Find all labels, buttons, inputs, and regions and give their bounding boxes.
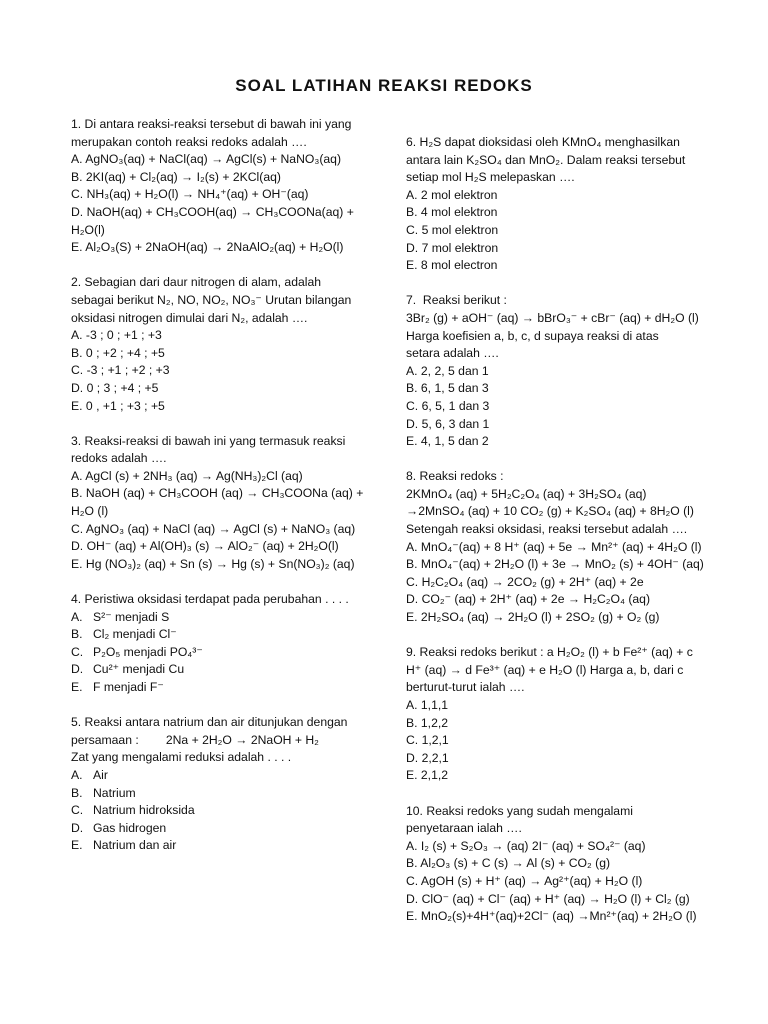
option-text: Air <box>93 767 108 782</box>
question-9 <box>406 644 706 785</box>
question-line: 8. Reaksi redoks : <box>406 469 504 484</box>
question-line: 7. Reaksi berikut : <box>406 293 507 308</box>
answer-option <box>71 785 371 803</box>
option-letter: E. <box>71 680 83 694</box>
question-3 <box>71 433 371 574</box>
question-line: 4. Peristiwa oksidasi terdapat pada perubahan . . . . <box>71 592 349 607</box>
answer-option: D. CO₂⁻ (aq) + 2H⁺ (aq) + 2e → H₂C₂O₄ (aq) <box>406 592 651 607</box>
option-letter: B. <box>71 785 83 800</box>
option-text: Natrium <box>93 785 136 800</box>
question-line: 2KMnO₄ (aq) + 5H₂C₂O₄ (aq) + 3H₂SO₄ (aq) <box>406 486 647 501</box>
question-line: 5. Reaksi antara natrium dan air ditunjukan dengan <box>71 715 348 730</box>
question-line: 9. Reaksi redoks berikut : a H₂O₂ (l) + b Fe²⁺ (aq) + c <box>406 645 693 660</box>
answer-option: E. 8 mol electron <box>406 258 498 273</box>
option-text: Gas hidrogen <box>93 820 167 835</box>
answer-option: D. 5, 6, 3 dan 1 <box>406 416 490 431</box>
option-letter: C. <box>71 644 84 659</box>
answer-option: C. AgNO₃ (aq) + NaCl (aq) → AgCl (s) + NaNO₃ (aq) <box>71 521 356 536</box>
question-2 <box>71 274 371 415</box>
question-4 <box>71 591 371 697</box>
question-6 <box>406 134 706 275</box>
question-line: 10. Reaksi redoks yang sudah mengalami <box>406 803 633 818</box>
answer-option <box>71 679 371 697</box>
option-letter: B. <box>71 627 83 642</box>
question-line: berturut-turut ialah …. <box>406 680 525 695</box>
answer-option: C. 6, 5, 1 dan 3 <box>406 398 490 413</box>
answer-option: D. 0 ; 3 ; +4 ; +5 <box>71 380 159 395</box>
option-text: Natrium dan air <box>93 838 177 853</box>
answer-option: A. 2 mol elektron <box>406 187 498 202</box>
option-letter: D. <box>71 662 84 677</box>
question-line: Zat yang mengalami reduksi adalah . . . . <box>71 750 292 765</box>
answer-option: A. MnO₄⁻(aq) + 8 H⁺ (aq) + 5e → Mn²⁺ (aq) + 4H₂O (l) <box>406 539 702 554</box>
question-line: 2. Sebagian dari daur nitrogen di alam, adalah <box>71 275 322 290</box>
option-text: Cl₂ menjadi Cl⁻ <box>93 627 177 642</box>
question-5 <box>71 714 371 855</box>
answer-option: B. 6, 1, 5 dan 3 <box>406 381 489 396</box>
answer-option <box>71 626 371 644</box>
option-letter: E. <box>71 838 83 853</box>
answer-option: D. 2,2,1 <box>406 750 449 765</box>
answer-option: B. MnO₄⁻(aq) + 2H₂O (l) + 3e → MnO₂ (s) + 4OH⁻ (aq) <box>406 557 704 572</box>
question-line: persamaan : 2Na + 2H₂O → 2NaOH + H₂ <box>71 732 319 747</box>
answer-option: E. 0 , +1 ; +3 ; +5 <box>71 398 165 413</box>
answer-option: C. H₂C₂O₄ (aq) → 2CO₂ (g) + 2H⁺ (aq) + 2e <box>406 574 644 589</box>
answer-option: E. MnO₂(s)+4H⁺(aq)+2Cl⁻ (aq) →Mn²⁺(aq) + 2H₂O (l) <box>406 909 697 924</box>
question-7 <box>406 292 706 450</box>
question-line: →2MnSO₄ (aq) + 10 CO₂ (g) + K₂SO₄ (aq) + 8H₂O (l) <box>406 504 694 519</box>
answer-option: B. Al₂O₃ (s) + C (s) → Al (s) + CO₂ (g) <box>406 856 611 871</box>
answer-option <box>71 767 371 785</box>
answer-option <box>71 644 371 662</box>
question-line: sebagai berikut N₂, NO, NO₂, NO₃⁻ Urutan bilangan <box>71 292 352 307</box>
answer-option: D. 7 mol elektron <box>406 240 499 255</box>
answer-option: B. 2KI(aq) + Cl₂(aq) → I₂(s) + 2KCl(aq) <box>71 169 281 184</box>
answer-option <box>71 609 371 627</box>
answer-option: A. 1,1,1 <box>406 698 449 712</box>
left-column <box>71 116 371 873</box>
question-10 <box>406 803 706 926</box>
answer-option <box>71 661 371 679</box>
answer-option: A. I₂ (s) + S₂O₃ → (aq) 2I⁻ (aq) + SO₄²⁻ (aq) <box>406 838 646 853</box>
answer-option <box>71 802 371 820</box>
question-8 <box>406 468 706 626</box>
question-line: H⁺ (aq) → d Fe³⁺ (aq) + e H₂O (l) Harga a, b, dari c <box>406 662 684 677</box>
answer-option: E. 2,1,2 <box>406 768 449 783</box>
question-line: 1. Di antara reaksi-reaksi tersebut di bawah ini yang <box>71 117 352 131</box>
question-line: redoks adalah …. <box>71 451 167 466</box>
option-letter: D. <box>71 820 84 835</box>
question-line: 6. H₂S dapat dioksidasi oleh KMnO₄ menghasilkan <box>406 135 680 149</box>
answer-option: E. Hg (NO₃)₂ (aq) + Sn (s) → Hg (s) + Sn(NO₃)₂ (aq) <box>71 556 355 571</box>
answer-option: B. NaOH (aq) + CH₃COOH (aq) → CH₃COONa (aq) + <box>71 486 364 501</box>
option-letter: A. <box>71 767 83 782</box>
question-line: merupakan contoh reaksi redoks adalah …. <box>71 134 307 149</box>
answer-option: C. 1,2,1 <box>406 733 449 748</box>
question-line: 3. Reaksi-reaksi di bawah ini yang termasuk reaksi <box>71 433 346 448</box>
question-line: 3Br₂ (g) + aOH⁻ (aq) → bBrO₃⁻ + cBr⁻ (aq) + dH₂O (l) <box>406 310 699 325</box>
answer-option: D. OH⁻ (aq) + Al(OH)₃ (s) → AlO₂⁻ (aq) + 2H₂O(l) <box>71 539 339 554</box>
question-line: setiap mol H₂S melepaskan …. <box>406 170 575 185</box>
answer-option: C. -3 ; +1 ; +2 ; +3 <box>71 363 170 378</box>
option-text: S²⁻ menjadi S <box>93 609 170 624</box>
answer-option: C. AgOH (s) + H⁺ (aq) → Ag²⁺(aq) + H₂O (l) <box>406 873 643 888</box>
question-line: Setengah reaksi oksidasi, reaksi tersebut adalah …. <box>406 522 688 537</box>
answer-option: C. NH₃(aq) + H₂O(l) → NH₄⁺(aq) + OH⁻(aq) <box>71 187 309 202</box>
answer-option: H₂O(l) <box>71 222 105 237</box>
answer-option: B. 4 mol elektron <box>406 205 498 220</box>
question-line: Harga koefisien a, b, c, d supaya reaksi di atas <box>406 328 659 343</box>
answer-option: B. 1,2,2 <box>406 715 449 730</box>
option-text: F menjadi F⁻ <box>93 680 164 694</box>
question-line: setara adalah …. <box>406 346 499 361</box>
answer-option: D. NaOH(aq) + CH₃COOH(aq) → CH₃COONa(aq) + <box>71 204 354 219</box>
answer-option: A. AgCl (s) + 2NH₃ (aq) → Ag(NH₃)₂Cl (aq) <box>71 468 303 483</box>
answer-option: E. Al₂O₃(S) + 2NaOH(aq) → 2NaAlO₂(aq) + H₂O(l) <box>71 240 344 255</box>
answer-option: A. 2, 2, 5 dan 1 <box>406 363 489 378</box>
answer-option: D. ClO⁻ (aq) + Cl⁻ (aq) + H⁺ (aq) → H₂O (l) + Cl₂ (g) <box>406 891 690 906</box>
question-1 <box>71 116 371 257</box>
answer-option: B. 0 ; +2 ; +4 ; +5 <box>71 345 165 360</box>
answer-option: E. 2H₂SO₄ (aq) → 2H₂O (l) + 2SO₂ (g) + O₂ (g) <box>406 610 660 625</box>
question-line: penyetaraan ialah …. <box>406 821 522 836</box>
answer-option: C. 5 mol elektron <box>406 222 499 237</box>
answer-option: H₂O (l) <box>71 504 109 519</box>
page-title: SOAL LATIHAN REAKSI REDOKS <box>235 76 533 95</box>
option-text: P₂O₅ menjadi PO₄³⁻ <box>93 644 203 659</box>
answer-option: E. 4, 1, 5 dan 2 <box>406 434 489 449</box>
option-text: Natrium hidroksida <box>93 803 195 818</box>
option-letter: C. <box>71 803 84 818</box>
question-line: antara lain K₂SO₄ dan MnO₂. Dalam reaksi tersebut <box>406 152 686 167</box>
question-line: oksidasi nitrogen dimulai dari N₂, adalah …. <box>71 310 308 325</box>
right-column <box>406 134 706 943</box>
answer-option <box>71 837 371 855</box>
option-letter: A. <box>71 609 83 624</box>
answer-option <box>71 820 371 838</box>
answer-option: A. AgNO₃(aq) + NaCl(aq) → AgCl(s) + NaNO₃(aq) <box>71 152 342 167</box>
answer-option: A. -3 ; 0 ; +1 ; +3 <box>71 328 162 343</box>
option-text: Cu²⁺ menjadi Cu <box>93 662 185 677</box>
